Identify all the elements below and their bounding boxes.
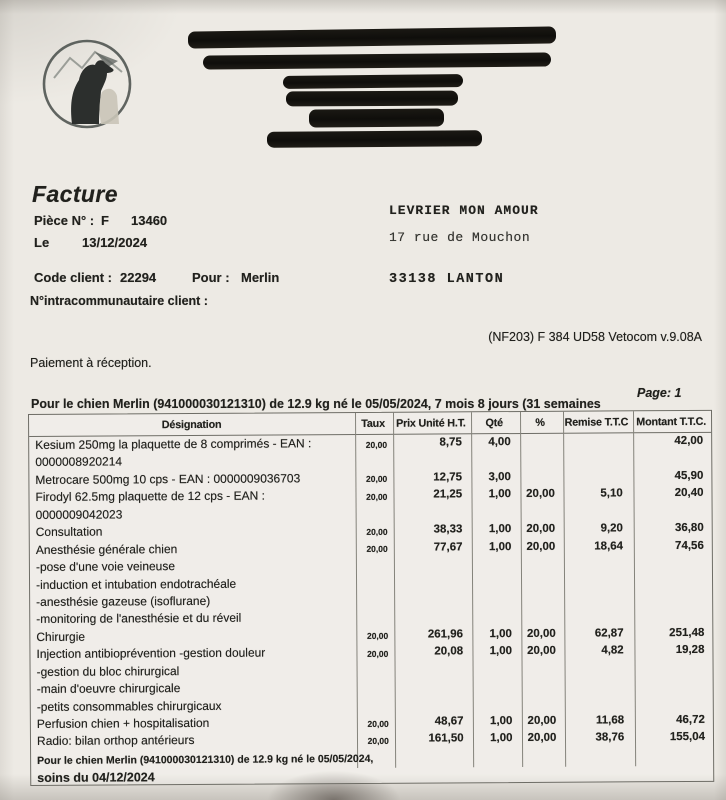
invoice-date: 13/12/2024: [82, 235, 148, 250]
value-cell: [562, 555, 632, 557]
designation-cell: Chirurgie: [36, 629, 86, 644]
piece-series: F: [101, 213, 109, 228]
value-cell: [633, 747, 713, 749]
value-cell: [631, 450, 711, 452]
document-title: Facture: [32, 181, 118, 207]
value-cell: 1,00: [488, 523, 512, 536]
designation-cell: 0000008920214: [35, 454, 123, 470]
designation-cell: Radio: bilan orthop antérieurs: [36, 733, 195, 749]
value-cell: [356, 679, 394, 684]
value-cell: [521, 748, 564, 750]
value-cell: [471, 661, 520, 663]
value-cell: [520, 573, 563, 575]
value-cell: 8,75: [439, 436, 462, 449]
value-cell: [395, 748, 473, 750]
col-header-percent: %: [535, 416, 545, 429]
piece-number-label: Pièce N° :: [34, 213, 95, 228]
redaction-bar: [283, 74, 463, 89]
value-cell: 20,00: [367, 648, 389, 659]
designation-cell: Kesium 250mg la plaquette de 8 comprimés - EAN :: [35, 436, 312, 452]
col-header-qte: Qté: [485, 417, 503, 430]
value-cell: [393, 574, 471, 576]
col-header-designation: Désignation: [161, 418, 222, 432]
designation-cell: -pose d'une voie veineuse: [35, 559, 176, 575]
value-cell: 38,33: [433, 523, 463, 536]
designation-cell: -anesthésie gazeuse (isoflurane): [36, 593, 211, 609]
value-cell: 20,00: [526, 522, 556, 536]
value-cell: 20,08: [434, 645, 464, 658]
value-cell: 1,00: [489, 715, 513, 728]
designation-cell: Consultation: [35, 524, 103, 540]
value-cell: [519, 503, 562, 505]
value-cell: [632, 590, 712, 592]
redaction-bar: [188, 26, 556, 48]
value-cell: 20,40: [674, 487, 704, 500]
value-cell: [519, 434, 562, 436]
value-cell: [519, 469, 562, 471]
value-cell: [394, 766, 472, 768]
designation-cell: -monitoring de l'anesthésie et du réveil: [36, 611, 242, 627]
value-cell: 5,10: [600, 487, 623, 500]
code-client-label: Code client :: [34, 270, 113, 285]
value-cell: [393, 556, 471, 558]
value-cell: 20,00: [366, 631, 389, 642]
software-reference: (NF203) F 384 UD58 Vetocom v.9.08A: [488, 330, 702, 344]
value-cell: 20,00: [526, 540, 556, 553]
clinic-logo: [38, 34, 138, 139]
intracommunity-number-label: N°intracommunautaire client :: [30, 294, 208, 308]
value-cell: [393, 609, 471, 611]
table-body: [29, 433, 713, 786]
value-cell: 1,00: [489, 627, 512, 640]
value-cell: 4,00: [488, 436, 511, 449]
value-cell: [470, 504, 519, 506]
value-cell: [564, 765, 634, 767]
designation-cell: -gestion du bloc chirurgical: [36, 663, 180, 679]
client-address: 17 rue de Mouchon: [389, 230, 531, 245]
col-header-taux: Taux: [361, 417, 385, 430]
value-cell: [562, 451, 632, 453]
value-cell: 45,90: [674, 469, 704, 482]
table-row: [31, 764, 713, 786]
value-cell: [355, 609, 393, 614]
value-cell: 20,00: [366, 526, 388, 537]
value-cell: [520, 608, 563, 610]
code-client-value: 22294: [120, 270, 157, 285]
value-cell: [471, 574, 520, 576]
value-cell: 20,00: [526, 488, 555, 501]
designation-cell: Perfusion chien + hospitalisation: [36, 715, 210, 731]
redaction-bar: [309, 108, 444, 127]
redaction-bar: [203, 52, 551, 69]
value-cell: 21,25: [433, 488, 463, 501]
page-label: Page:: [637, 386, 672, 400]
value-cell: 20,00: [367, 735, 389, 746]
value-cell: [357, 749, 395, 754]
value-cell: 1,00: [489, 645, 513, 658]
designation-cell: -induction et intubation endotrachéale: [35, 576, 237, 592]
col-header-prix-unite: Prix Unité H.T.: [396, 417, 466, 430]
value-cell: 1,00: [488, 488, 512, 501]
payment-terms: Paiement à réception.: [30, 356, 152, 370]
value-cell: [563, 695, 633, 697]
designation-cell: Injection antibioprévention -gestion douleur: [36, 645, 266, 662]
value-cell: 1,00: [490, 732, 513, 745]
value-cell: [356, 766, 394, 771]
value-cell: [563, 677, 633, 679]
value-cell: [393, 661, 471, 663]
value-cell: 1,00: [488, 540, 512, 553]
value-cell: 3,00: [488, 470, 511, 484]
value-cell: [392, 452, 470, 454]
value-cell: 20,00: [365, 474, 388, 485]
value-cell: 20,00: [526, 627, 556, 640]
value-cell: [633, 694, 713, 696]
value-cell: 36,80: [674, 522, 704, 535]
value-cell: 155,04: [669, 731, 706, 744]
piece-number: 13460: [131, 213, 168, 228]
designation-cell: Anesthésie générale chien: [35, 541, 178, 557]
line-items-table: [28, 410, 714, 786]
value-cell: [471, 556, 520, 558]
value-cell: [520, 660, 563, 662]
value-cell: [563, 590, 633, 592]
value-cell: [563, 660, 633, 662]
value-cell: 38,76: [595, 731, 625, 744]
value-cell: 48,67: [434, 715, 464, 728]
pour-label: Pour :: [192, 270, 230, 285]
patient-info-line: Pour le chien Merlin (941000030121310) de 12.9 kg né le 05/05/2024, 7 mois 8 jours (31 semaines: [31, 397, 601, 411]
value-cell: [472, 748, 521, 750]
value-cell: [470, 451, 519, 453]
redaction-bar: [286, 91, 458, 107]
value-cell: 62,87: [594, 627, 624, 640]
col-header-remise: Remise T.T.C: [564, 416, 629, 429]
value-cell: [563, 608, 633, 610]
value-cell: [562, 573, 632, 575]
value-cell: 18,64: [594, 539, 624, 553]
value-cell: 20,00: [527, 732, 557, 745]
value-cell: [393, 591, 471, 593]
value-cell: 74,56: [674, 539, 704, 552]
designation-cell: 0000009042023: [35, 507, 123, 522]
client-city: 33138 LANTON: [389, 272, 505, 287]
value-cell: 42,00: [674, 434, 704, 448]
value-cell: 20,00: [365, 439, 388, 450]
value-cell: [392, 504, 470, 506]
value-cell: [564, 747, 634, 749]
designation-cell: Pour le chien Merlin (941000030121310) de 12.9 kg né le 05/05/2024,: [37, 752, 374, 767]
value-cell: 20,00: [367, 718, 389, 729]
value-cell: 19,28: [675, 644, 705, 657]
value-cell: [471, 608, 520, 610]
animal-name: Merlin: [241, 270, 280, 285]
designation-cell: Metrocare 500mg 10 cps - EAN : 0000009036703: [35, 471, 301, 487]
value-cell: [632, 572, 712, 574]
page-indicator: [637, 386, 681, 400]
value-cell: 4,82: [601, 644, 624, 657]
value-cell: [633, 764, 713, 766]
value-cell: [632, 607, 712, 609]
value-cell: [394, 696, 472, 698]
value-cell: [520, 695, 563, 697]
value-cell: 20,00: [366, 543, 388, 555]
value-cell: [632, 555, 712, 557]
value-cell: [471, 696, 520, 698]
value-cell: [355, 505, 393, 510]
value-cell: [519, 556, 562, 558]
value-cell: [562, 433, 632, 435]
value-cell: [562, 468, 632, 470]
value-cell: [562, 503, 632, 505]
date-label: Le: [34, 235, 50, 250]
value-cell: [521, 765, 564, 767]
value-cell: [520, 591, 563, 593]
value-cell: 9,20: [600, 522, 623, 535]
value-cell: [393, 678, 471, 680]
value-cell: [472, 765, 521, 767]
redaction-bar: [267, 130, 482, 148]
value-cell: [355, 592, 393, 597]
designation-cell: Firodyl 62.5mg plaquette de 12 cps - EAN :: [35, 488, 266, 505]
value-cell: [354, 452, 392, 457]
value-cell: [471, 678, 520, 680]
value-cell: [520, 678, 563, 680]
value-cell: 20,00: [527, 645, 556, 658]
page-number: 1: [674, 386, 682, 400]
value-cell: [356, 696, 394, 701]
value-cell: 46,72: [676, 713, 705, 727]
value-cell: 261,96: [427, 628, 464, 641]
value-cell: [356, 661, 394, 666]
value-cell: 251,48: [669, 626, 705, 639]
value-cell: 11,68: [595, 714, 625, 727]
dog-mountain-logo-icon: [38, 34, 138, 134]
designation-cell: -petits consommables chirurgicaux: [36, 698, 222, 714]
value-cell: [633, 660, 713, 662]
value-cell: [355, 574, 393, 579]
value-cell: [632, 503, 712, 505]
col-header-montant: Montant T.T.C.: [636, 415, 707, 429]
value-cell: 12,75: [433, 471, 463, 484]
client-name: LEVRIER MON AMOUR: [389, 203, 539, 218]
value-cell: [519, 451, 562, 453]
value-cell: 20,00: [366, 491, 388, 502]
value-cell: [633, 677, 713, 679]
value-cell: 161,50: [428, 732, 464, 745]
designation-cell: -main d'oeuvre chirurgicale: [36, 681, 181, 697]
value-cell: [355, 557, 393, 562]
designation-cell: soins du 04/12/2024: [37, 770, 155, 786]
value-cell: 77,67: [433, 540, 463, 554]
value-cell: 20,00: [527, 714, 557, 727]
value-cell: [471, 591, 520, 593]
